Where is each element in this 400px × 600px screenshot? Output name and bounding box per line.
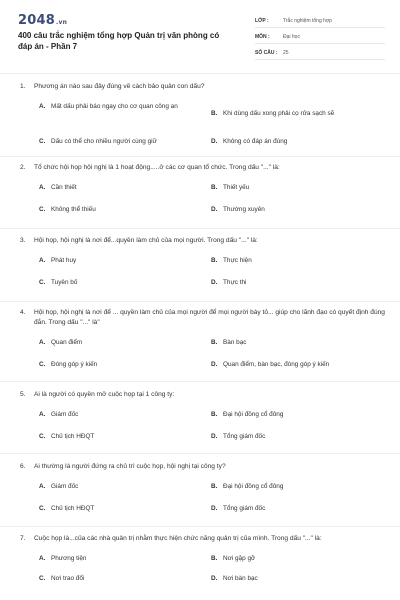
meta-row-class [255,14,385,28]
option-d[interactable] [211,360,386,369]
option-b[interactable] [211,338,381,347]
option-text: Phát huy [51,257,77,264]
option-letter: B. [211,555,218,562]
option-text: Không thể thiếu [51,206,96,213]
option-b[interactable] [211,183,381,192]
option-text: Đại hội đồng cổ đông [223,411,284,418]
question [20,82,385,158]
question-number: 1. [20,83,26,90]
options [20,410,385,450]
option-text: Giám đốc [51,483,79,490]
logo-text: 2048 [18,13,55,28]
option-a[interactable] [39,256,199,265]
option-text: Quan điểm, bàn bạc, đóng góp ý kiến [223,361,330,368]
option-b[interactable] [211,256,381,265]
option-letter: A. [39,555,46,562]
option-letter: B. [211,110,218,117]
option-text: Phương tiện [51,555,87,562]
option-text: Khi dùng dấu xong phải cọ rửa sạch sẽ [223,110,335,117]
question-divider [0,381,400,382]
question-text [20,308,385,328]
option-b[interactable] [211,482,381,491]
option-letter: A. [39,184,46,191]
option-letter: C. [39,361,46,368]
option-a[interactable] [39,183,199,192]
options [20,338,385,378]
logo-suffix: .vn [55,19,68,26]
option-letter: D. [211,206,218,213]
meta-key: MÔN : [255,33,270,40]
option-letter: A. [39,103,46,110]
option-letter: C. [39,279,46,286]
question-divider [0,526,400,527]
question [20,236,385,296]
question-text [20,534,385,544]
question-divider [0,228,400,229]
question-text [20,462,385,472]
meta-key: LỚP : [255,17,269,24]
option-text: Tuyên bố [51,279,78,286]
option-letter: D. [211,138,218,145]
question-text [20,236,385,246]
option-c[interactable] [39,360,199,369]
option-text: Tổng giám đốc [223,433,266,440]
option-letter: A. [39,257,46,264]
meta-row-subject [255,30,385,44]
option-letter: B. [211,257,218,264]
option-letter: D. [211,575,218,582]
option-letter: B. [211,184,218,191]
option-text: Thực hiện [223,257,252,264]
question [20,163,385,223]
question-number: 6. [20,463,26,470]
option-letter: A. [39,339,46,346]
option-b[interactable] [211,109,381,118]
option-a[interactable] [39,102,199,111]
option-d[interactable] [211,278,381,287]
option-letter: C. [39,206,46,213]
option-text: Đóng góp ý kiến [51,361,98,368]
option-text: Thực thi [223,279,247,286]
option-a[interactable] [39,338,199,347]
options [20,183,385,223]
option-letter: B. [211,411,218,418]
question-divider [0,453,400,454]
question-body: Phương án nào sau đây đúng về cách bảo quản con dấu? [34,83,205,90]
option-a[interactable] [39,554,199,563]
option-c[interactable] [39,278,199,287]
option-a[interactable] [39,410,199,419]
options [20,554,385,594]
meta-value: Trắc nghiệm tổng hợp [283,17,332,24]
option-letter: C. [39,433,46,440]
option-letter: C. [39,575,46,582]
option-b[interactable] [211,554,381,563]
question [20,462,385,522]
option-text: Cần thiết [51,184,77,191]
option-text: Chủ tịch HĐQT [51,505,95,512]
option-text: Bàn bạc [223,339,247,346]
option-text: Nơi trao đổi [51,575,85,582]
option-text: Dấu có thể cho nhiều người cùng giữ [51,138,157,145]
question-number: 5. [20,391,26,398]
header-divider [0,73,400,74]
question-number: 2. [20,164,26,171]
meta-value: Đại học [283,33,300,40]
option-c[interactable] [39,504,199,513]
option-text: Nơi bàn bạc [223,575,258,582]
question-number: 7. [20,535,26,542]
option-text: Mất dấu phải báo ngay cho cơ quan công an [51,103,178,110]
options [20,482,385,522]
question-body: Hội họp, hội nghị là nơi để ... quyền làm chủ của mọi người để mọi người bày tỏ... giúp cho lãnh đạo có quyết định đúng đắn. Trong dấu "..." là" [34,309,385,326]
option-d[interactable] [211,205,381,214]
option-c[interactable] [39,137,209,146]
option-text: Không có đáp án đúng [223,138,288,145]
question-body: Cuộc họp là...của các nhà quản trị nhằm thực hiện chức năng quản trị của mình. Trong dấu "..." là: [34,535,322,542]
option-letter: D. [211,433,218,440]
option-b[interactable] [211,410,381,419]
meta-value: 25 [283,49,289,56]
option-text: Thiết yếu [223,184,250,191]
option-text: Thường xuyên [223,206,265,213]
meta-row-count [255,46,385,60]
option-letter: D. [211,361,218,368]
question-body: Tổ chức hội họp hội nghị là 1 hoạt động.....ở các cơ quan tổ chức. Trong dấu "..." là: [34,164,280,171]
option-c[interactable] [39,574,199,583]
option-d[interactable] [211,137,381,146]
question [20,390,385,450]
question-body: Ai thường là người đứng ra chủ trì cuộc họp, hội nghị tại công ty? [34,463,226,470]
question-body: Hội họp, hội nghị là nơi để...quyền làm chủ của mọi người. Trong dấu "..." là: [34,237,258,244]
option-letter: B. [211,483,218,490]
option-text: Nơi gặp gỡ [223,555,256,562]
option-a[interactable] [39,482,199,491]
option-letter: C. [39,505,46,512]
option-c[interactable] [39,432,199,441]
option-text: Quan điểm [51,339,83,346]
question [20,534,385,594]
option-letter: A. [39,411,46,418]
option-d[interactable] [211,504,381,513]
meta-info [255,14,385,62]
question-body: Ai là người có quyền mở cuộc họp tại 1 công ty: [34,391,175,398]
option-letter: D. [211,505,218,512]
question-number: 4. [20,309,26,316]
question-text [20,163,385,173]
option-d[interactable] [211,574,381,583]
option-letter: C. [39,138,46,145]
question-text [20,390,385,400]
question-divider [0,156,400,157]
question [20,308,385,378]
options [20,102,385,158]
meta-key: SỐ CÂU : [255,49,278,56]
option-c[interactable] [39,205,199,214]
option-text: Chủ tịch HĐQT [51,433,95,440]
option-text: Giám đốc [51,411,79,418]
option-letter: A. [39,483,46,490]
options [20,256,385,296]
option-text: Tổng giám đốc [223,505,266,512]
question-divider [0,301,400,302]
option-d[interactable] [211,432,381,441]
option-text: Đại hội đồng cổ đông [223,483,284,490]
question-number: 3. [20,237,26,244]
question-text [20,82,385,92]
page-header [0,0,400,70]
option-letter: D. [211,279,218,286]
site-logo[interactable] [18,13,67,28]
option-letter: B. [211,339,218,346]
document-title: 400 câu trắc nghiệm tổng hợp Quản trị văn phòng có đáp án - Phần 7 [18,31,220,51]
